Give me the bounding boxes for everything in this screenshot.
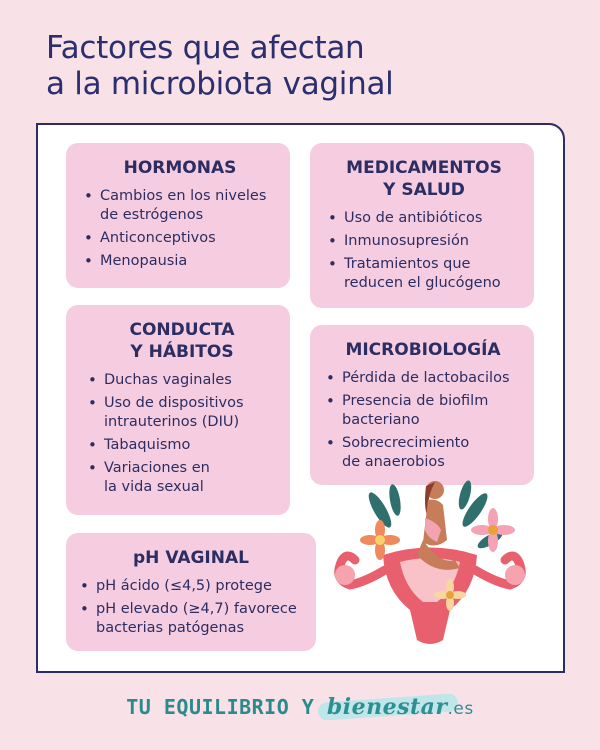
card-medicamentos-heading: MEDICAMENTOS Y SALUD (346, 158, 502, 200)
brand-logo: TU EQUILIBRIO Y bienestar.es (126, 694, 474, 720)
list-item: • Pérdida de lactobacilos (322, 369, 524, 388)
list-item: • Uso de antibióticos (324, 209, 524, 228)
card-microbiologia-list (322, 369, 524, 472)
card-ph-heading: pH VAGINAL (133, 548, 249, 568)
list-item: • Menopausia (80, 252, 280, 271)
list-item: • pH elevado (≥4,7) favorece bacterias patógenas (76, 600, 306, 638)
list-item: • Sobrecrecimiento de anaerobios (322, 434, 524, 472)
uterus-illustration (325, 470, 535, 660)
card-medicamentos (310, 143, 534, 308)
card-hormonas (66, 143, 290, 288)
card-conducta-list (84, 371, 280, 497)
list-item: • Tabaquismo (84, 436, 280, 455)
list-item: • Uso de dispositivos intrauterinos (DIU) (84, 394, 280, 432)
card-microbiologia (310, 325, 534, 485)
card-medicamentos-list (324, 209, 524, 293)
list-item: • Variaciones en la vida sexual (84, 459, 280, 497)
card-microbiologia-heading: MICROBIOLOGÍA (345, 340, 501, 360)
list-item: • Tratamientos que reducen el glucógeno (324, 255, 524, 293)
card-ph-list (76, 577, 306, 638)
card-hormonas-heading: HORMONAS (123, 158, 237, 178)
title-line-1: Factores que afectan (46, 30, 365, 66)
footer (0, 690, 600, 730)
card-hormonas-list (80, 187, 280, 271)
card-conducta-heading: CONDUCTA Y HÁBITOS (129, 320, 235, 362)
list-item: • Inmunosupresión (324, 232, 524, 251)
card-conducta (66, 305, 290, 515)
page-title (46, 30, 566, 102)
list-item: • Cambios en los niveles de estrógenos (80, 187, 280, 225)
list-item: • pH ácido (≤4,5) protege (76, 577, 306, 596)
list-item: • Anticonceptivos (80, 229, 280, 248)
list-item: • Duchas vaginales (84, 371, 280, 390)
title-line-2: a la microbiota vaginal (46, 66, 394, 102)
card-ph-vaginal (66, 533, 316, 651)
list-item: • Presencia de biofilm bacteriano (322, 392, 524, 430)
